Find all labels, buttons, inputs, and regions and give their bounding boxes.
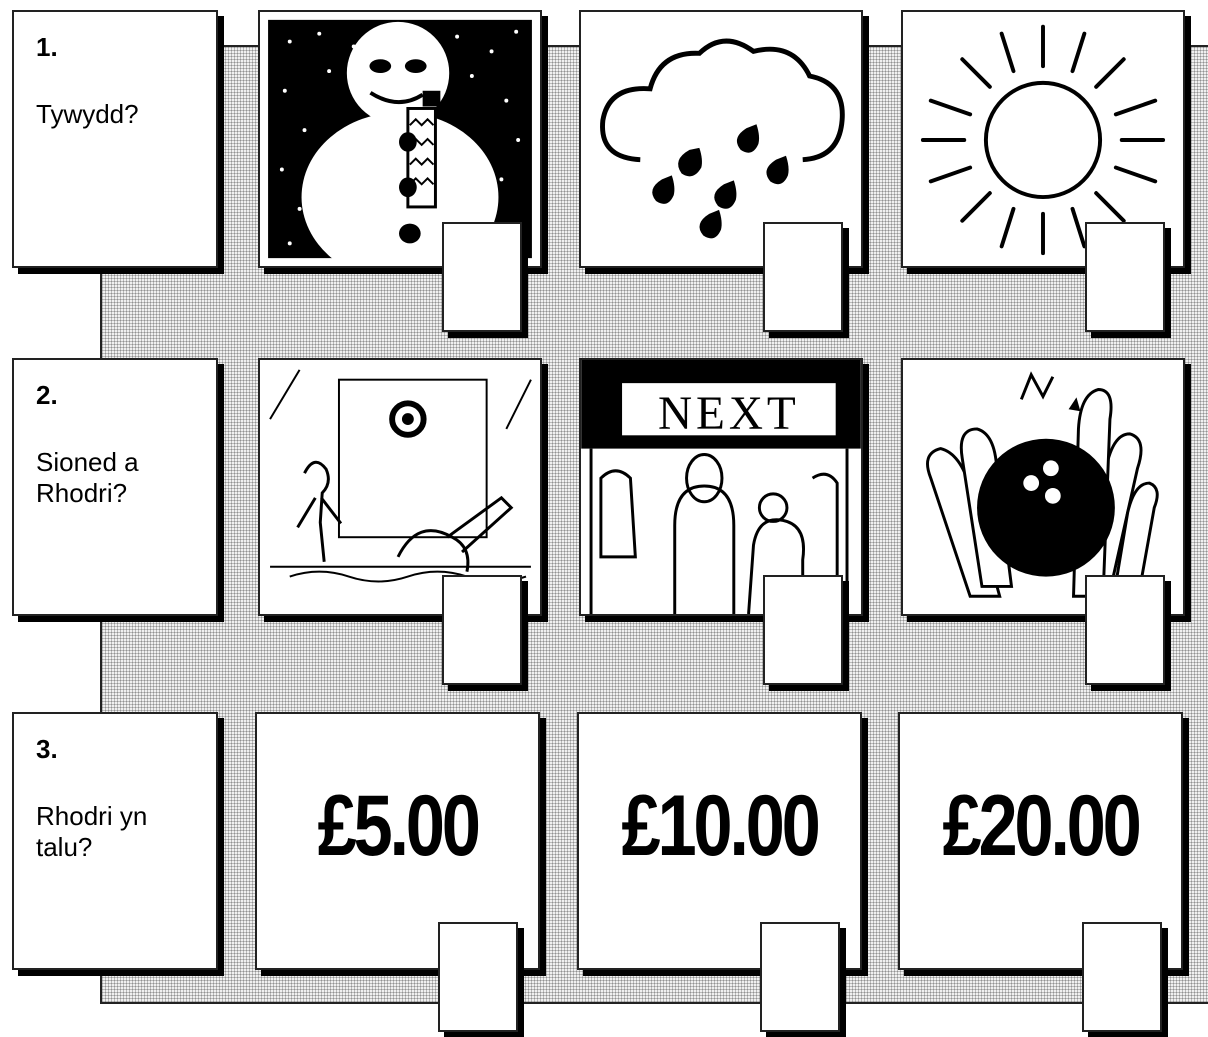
question-number: 3. [36,734,58,764]
question-3-box [12,712,218,970]
question-text: Rhodri yn talu? [36,801,148,862]
shop-sign-text: NEXT [658,387,800,440]
question-number: 2. [36,380,58,410]
answer-box-q2-option2[interactable] [763,575,843,685]
answer-box-q1-option2[interactable] [763,222,843,332]
question-1-box [12,10,218,268]
question-number: 1. [36,32,58,62]
price-label: £20.00 [942,777,1139,874]
price-label: £5.00 [317,777,478,874]
answer-box-q1-option3[interactable] [1085,222,1165,332]
question-2-box [12,358,218,616]
question-text: Tywydd? [36,99,139,129]
answer-box-q2-option1[interactable] [442,575,522,685]
answer-box-q1-option1[interactable] [442,222,522,332]
question-text: Sioned a Rhodri? [36,447,139,508]
answer-box-q3-option1[interactable] [438,922,518,1032]
answer-box-q2-option3[interactable] [1085,575,1165,685]
price-label: £10.00 [621,777,818,874]
answer-box-q3-option2[interactable] [760,922,840,1032]
answer-box-q3-option3[interactable] [1082,922,1162,1032]
